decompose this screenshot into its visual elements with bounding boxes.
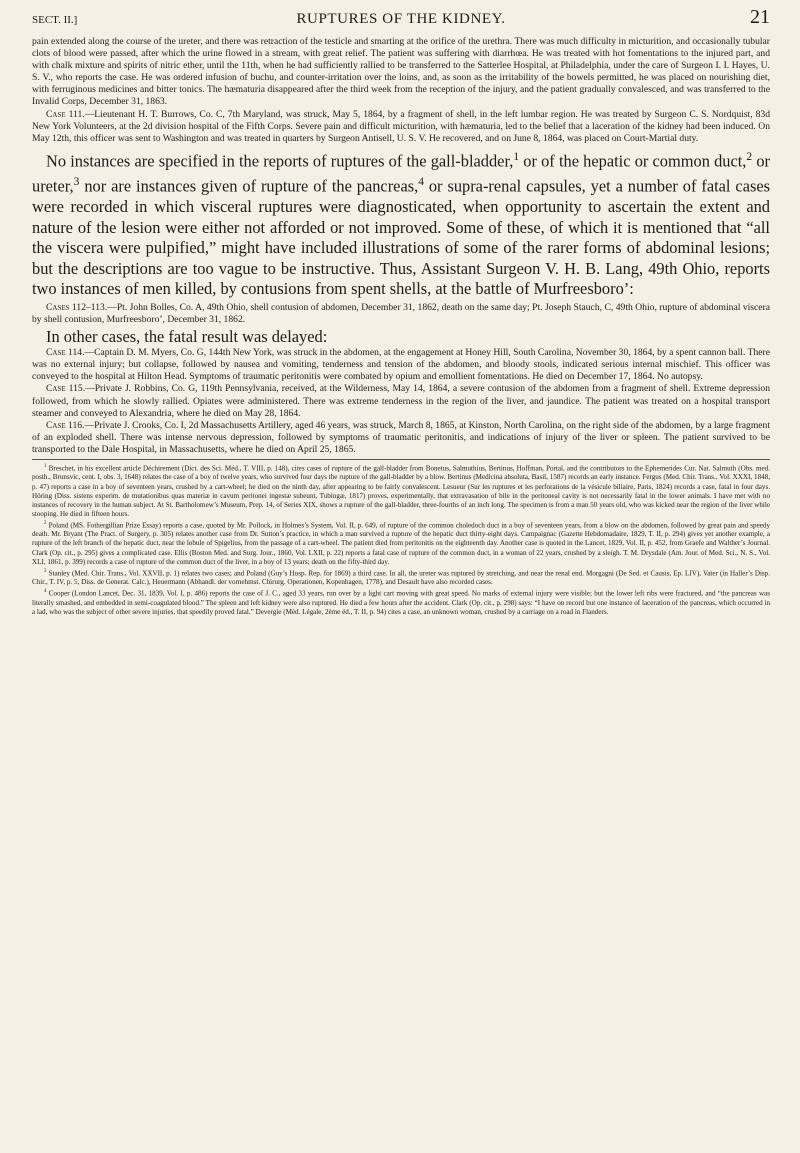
footnote-number: 4 xyxy=(44,589,47,595)
footnote xyxy=(32,519,770,567)
case-continuation: pain extended along the course of the ureter, and there was retraction of the testicle and smarting at the orifice of the urethra. There was much difficulty in micturition, and occasionally tubular clots of blood were passed, after which the urine flowed in a stream, with great relief. The patient was suffering with diarrhœa. He was treated with hot fomentations to the injured part, and with chalk mixture and spirits of nitric ether, until the 11th, when he had sufficiently rallied to be transferred to the Satterlee Hospital, at Philadelphia, under the care of Surgeon I. I. Hayes, U. S. V., who reports the case. He was ordered infusion of buchu, and counter-irritation over the loins, and, as soon as the irritability of the bowels permitted, he was placed on nourishing diet, with ferruginous medicines and bitter tonics. The hæmaturia disappeared after the third week from the reception of the injury, and the patient gradually convalesced, and was transferred to the Invalid Corps, December 31, 1863. xyxy=(32,36,770,108)
case-block-mid xyxy=(32,302,770,326)
footnote-ref[interactable]: 2 xyxy=(746,150,753,163)
main-text: or of the hepatic or common duct, xyxy=(519,151,747,171)
case-block-top xyxy=(32,36,770,145)
main-paragraph xyxy=(32,147,770,300)
footnote-ref[interactable]: 4 xyxy=(418,175,424,188)
main-text: nor are instances given of rupture of the pancreas, xyxy=(79,176,419,196)
footnote-ref[interactable]: 1 xyxy=(513,150,520,163)
case-text: —Lieutenant H. T. Burrows, Co. C, 7th Maryland, was struck, May 5, 1864, by a fragment of shell, in the left lumbar region. He was treated by Surgeon C. S. Nordquist, 83d New York Volunteers, at the 2d division hospital of the Fifth Corps. Severe pain and difficult micturition, with hæmaturia, led to the belief that a laceration of the kidney had been induced. On May 12th, this officer was sent to Washington and was treated in quarters by Surgeon Antisell, U. S. V. He recovered, and on June 8, 1864, was placed on Court-Martial duty. xyxy=(32,108,770,144)
running-header xyxy=(32,6,770,36)
case-block-bottom xyxy=(32,347,770,456)
main-text: No instances are specified in the reports of ruptures of the gall-bladder, xyxy=(46,151,514,171)
case-label: Cases 112–113. xyxy=(46,301,108,313)
main-text: or ureter, xyxy=(32,151,770,196)
case-text: —Private J. Crooks, Co. I, 2d Massachusetts Artillery, aged 46 years, was struck, March 8, 1865, at Kinston, North Carolina, on the right side of the abdomen, by a large fragment of an exploded shell. There was intense nervous depression, followed by symptoms of traumatic peritonitis, and indications of injury of the liver or spleen. The patient survived to be transported to the Dale Hospital, in Massachusetts, where he died on April 25, 1865. xyxy=(32,419,771,455)
case-116 xyxy=(32,420,770,456)
footnote-text: Stanley (Med. Chir. Trans., Vol. XXVII, p. 1) relates two cases; and Poland (Guy’s Hosp. Rep. for 1869) a third case. In all, the ureter was ruptured by stretching, and near the renal end. Morgagni (De Sed. et Causis, Ep. LIV), Vater (in Haller’s Disp. Chir., T. IV, p. 5, Diss. de Generat. Calc.), Heuermann (Abhandl. der vornehmst. Chirurg. Operationen, Kopenhagen, 1778), and Desault have also recorded cases. xyxy=(32,569,770,587)
case-text: —Pt. John Bolles, Co. A, 49th Ohio, shell contusion of abdomen, December 31, 1862, death on the same day; Pt. Joseph Stauch, C, 49th Ohio, rupture of abdominal viscera by shell contusion, Murfreesboro’, December 31, 1862. xyxy=(32,301,770,326)
footnote xyxy=(32,462,770,519)
page-title: RUPTURES OF THE KIDNEY. xyxy=(296,11,506,27)
footnote-text: Cooper (London Lancet, Dec. 31, 1839, Vol. I, p. 486) reports the case of J. C., aged 33 years, run over by a light cart moving with great speed. No marks of external injury were visible; but the lower left ribs were fractured, and “the pancreas was literally smashed, and embedded in semi-coagulated blood.” The spleen and left kidney were also ruptured. He died a few hours after the accident. Clark (Op. cit., p. 298) says: “I have on record but one instance of laceration of the pancreas, which occurred in a lad, who was the subject of other severe injuries, that speedily proved fatal.” Devergie (Méd. Légale, 2ème éd., T. II, p. 94) cites a case, an unknown woman, crushed by a carriage on a road in Flanders. xyxy=(32,589,770,616)
delayed-heading: In other cases, the fatal result was delayed: xyxy=(46,327,328,347)
footnote-ref[interactable]: 3 xyxy=(73,175,80,188)
page-number: 21 xyxy=(750,6,770,28)
footnote xyxy=(32,587,770,617)
footnote xyxy=(32,567,770,588)
case-115 xyxy=(32,383,770,419)
footnote-divider xyxy=(32,459,770,460)
case-label: Case 111. xyxy=(46,108,85,120)
case-label: Case 115. xyxy=(46,383,86,395)
case-111 xyxy=(32,109,770,145)
case-114 xyxy=(32,347,770,383)
footnote-number: 3 xyxy=(44,568,47,574)
footnote-number: 2 xyxy=(44,520,47,526)
case-text: —Captain D. M. Myers, Co. G, 144th New York, was struck in the abdomen, at the engagement at Honey Hill, South Carolina, November 30, 1864, by a spent cannon ball. There was no external injury; but collapse, followed by nausea and vomiting, tenderness and tension of the abdomen, and bloody stools, indicated serious internal mischief. This officer was conveyed to the hospital at Hilton Head. Symptoms of traumatic peritonitis were combated by opium and emollient fomentations. He died on December 17, 1864. No autopsy. xyxy=(32,347,770,383)
case-text: —Private J. Robbins, Co. G, 119th Pennsylvania, received, at the Wilderness, May 14, 1864, a severe contusion of the abdomen from a fragment of shell. Extreme depression followed, from which he slowly rallied. Opiates were administered. There was extreme tenderness in the region of the liver, and jaundice. The patient was treated on a hospital transport steamer and conveyed to Alexandria, where he died on May 28, 1864. xyxy=(32,383,770,419)
cases-112-113 xyxy=(32,302,770,326)
footnote-number: 1 xyxy=(44,463,47,469)
footnotes xyxy=(32,462,770,617)
footnote-text: Poland (MS. Fothergillian Prize Essay) reports a case, quoted by Mr. Pollock, in Holmes’s System, Vol. II, p. 649, of rupture of the common choledoch duct in a boy of seventeen years, from a blow on the abdomen, followed by great pain and speedy death. Mr. Bryant (The Pract. of Surgery, p. 305) relates another case from Dr. Sutton’s practice, in which a man survived a rupture of the hepatic duct thirty-eight days. Campaignac (Gazette Hebdomadaire, 1829, T. II, p. 294) gives yet another example, a rupture of the left branch of the hepatic duct, near the lobule of Spigelius, from the passage of a cart-wheel. The patient died from peritonitis on the eighteenth day. Another case is quoted in the Lancet, 1829, Vol. II, p. 452, from Graefe and Walther’s Journal. Clark (Op. cit., p. 295) gives a complicated case. Ellis (Boston Med. and Surg. Jour., 1860, Vol. LXII, p. 22) reports a fatal case of rupture of the common duct, in a woman of 22 years, crushed by a sleigh. T. M. Drysdale (Am. Jour. of Med. Sci., N. S., Vol. XLI, 1861, p. 399) records a case of rupture of the common duct of the liver, in a boy of 13 years; death on the fifty-third day. xyxy=(32,521,770,566)
footnote-text: Breschet, in his excellent article Déchirement (Dict. des Sci. Méd., T. VIII, p. 148), cites cases of rupture of the gall-bladder from Bonetus, Salmuthius, Bertinus, Hoffman, Portal, and the contributors to the Ephemerides Cur. Nat. Salmuth (Obs. med. posth., Brunsvic, cent. I, obs. 3, 1648) relates the case of a boy of twelve years, who survived four days the rupture of the gall-bladder by a blow. Bertinus (Medicina absoluta, Basil, 1587) records an early instance. Fergus (Med. Chir. Trans., Vol. XXXI, 1848, p. 47) reports a case in a boy of seventeen years, crushed by a cart-wheel; he died on the ninth day, after appearing to be fairly convalescent. Lesueur (Sur les ruptures et les perforations de la vésicule biliaire, Paris, 1824) records a case, fatal in four days. Höring (Diss. sistens experim. de mutationibus quas materiæ in cavum peritonei ingestæ subeunt, Tubingæ, 1817) proves, experimentally, that extravasation of bile in the peritoneal cavity is not necessarily fatal in the lower animals. I have met with no instances of recovery in the human subject. At St. Bartholomew’s Museum, Prep. 14, of Series XIX, shows a rupture of the gall-bladder, three-fourths of an inch long. The specimen is from a man 50 years old, who was kicked near the region of the liver while stooping. He died in fifteen hours. xyxy=(32,464,771,518)
main-text: or supra-renal capsules, yet a number of fatal cases were recorded in which visceral ruptures were diagnosticated, when opportunity to ascertain the extent and nature of the lesion were either not afforded or not improved. Some of these, of which it is mentioned that “all the viscera were pulpified,” might have included illustrations of some of the rarer forms of abdominal lesions; but the descriptions are too vague to be instructive. Thus, Assistant Surgeon V. H. B. Lang, 49th Ohio, reports two instances of men killed, by contusions from spent shells, at the battle of Murfreesboro’: xyxy=(32,176,770,299)
case-label: Case 114. xyxy=(46,347,85,359)
section-label: SECT. II.] xyxy=(32,14,78,26)
case-label: Case 116. xyxy=(46,419,85,431)
